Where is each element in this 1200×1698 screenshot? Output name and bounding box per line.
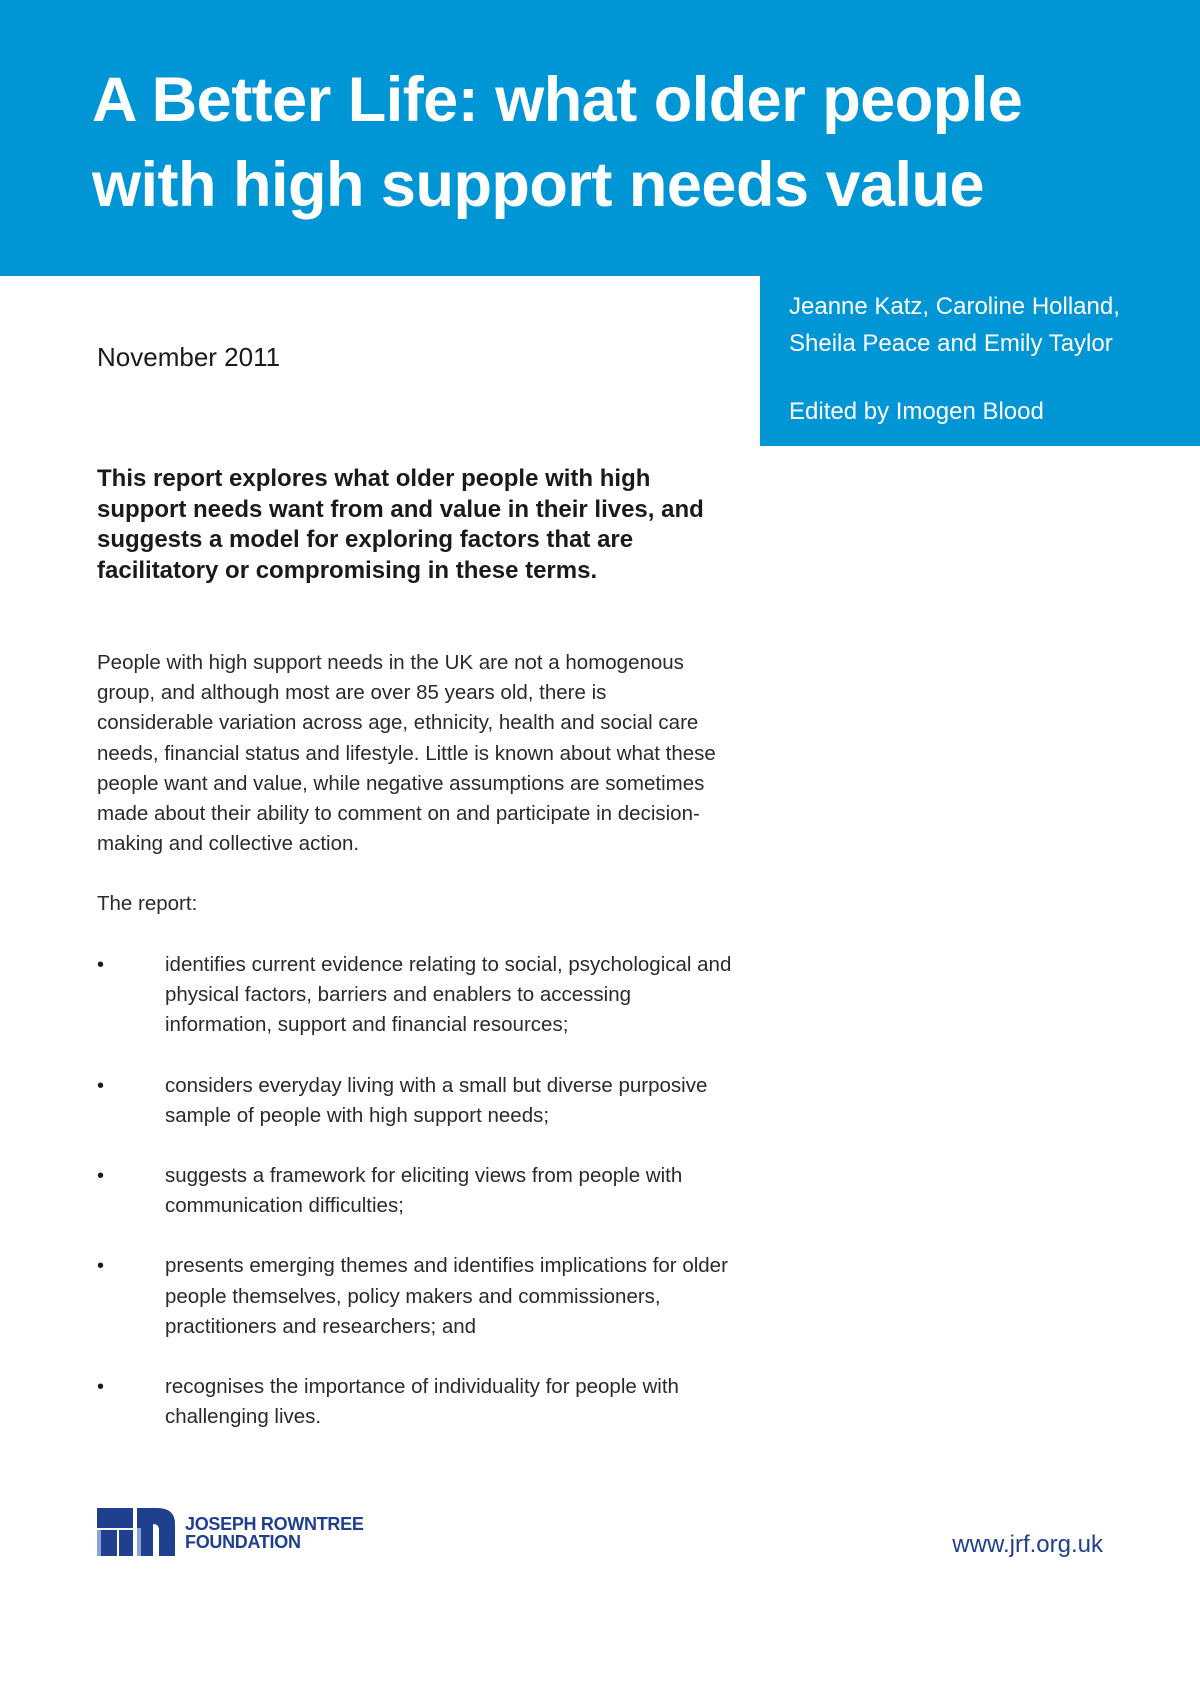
jrf-logo-icon [97,1508,177,1556]
bullet-text: recognises the importance of individuality for people with challenging lives. [165,1375,679,1429]
bullet-icon: • [97,1074,105,1097]
authors [789,288,1189,362]
bullet-item [97,1161,737,1221]
authors-box [760,276,1200,446]
report-bullet-list [97,950,737,1462]
title-line-2: with high support needs value [92,150,985,220]
page-title [92,58,1142,228]
bullet-icon: • [97,1255,105,1278]
title-line-1: A Better Life: what older people [92,65,1023,135]
bullet-text: suggests a framework for eliciting views from people with communication difficulties; [165,1164,683,1218]
website-link[interactable]: www.jrf.org.uk [952,1531,1103,1558]
bullet-item [97,1071,737,1131]
report-summary: This report explores what older people with high support needs want from and value in their lives, and suggests a model for exploring factors that are facilitatory or compromising in these terms. [97,465,704,584]
bullet-text: considers everyday living with a small but diverse purposive sample of people with high support needs; [165,1073,708,1127]
logo-line-2: FOUNDATION [185,1532,301,1552]
jrf-logo[interactable] [97,1508,417,1558]
title-band [0,0,1200,276]
editor-credit: Edited by Imogen Blood [789,398,1044,425]
bullet-item [97,950,737,1041]
report-list-label: The report: [97,892,198,915]
authors-line-2: Sheila Peace and Emily Taylor [789,330,1113,357]
intro-paragraph: People with high support needs in the UK are not a homogenous group, and although most are over 85 years old, there is considerable variation across age, ethnicity, health and social care needs, financial status and lifestyle. Little is known about what these people want and value, while negative assumptions are sometimes made about their ability to comment on and participate in decision-making and collective action. [97,651,716,856]
bullet-icon: • [97,954,105,976]
logo-wordmark [185,1515,364,1551]
bullet-item [97,1251,737,1342]
bullet-icon: • [97,1165,105,1188]
bullet-icon: • [97,1376,105,1399]
bullet-text: identifies current evidence relating to social, psychological and physical factors, barriers and enablers to accessing information, support and financial resources; [165,953,732,1037]
logo-line-1: JOSEPH ROWNTREE [185,1514,364,1534]
authors-line-1: Jeanne Katz, Caroline Holland, [789,293,1120,320]
bullet-text: presents emerging themes and identifies implications for older people themselves, policy makers and commissioners, practitioners and researchers; and [165,1254,728,1338]
publication-date: November 2011 [97,342,281,372]
bullet-item [97,1372,737,1432]
